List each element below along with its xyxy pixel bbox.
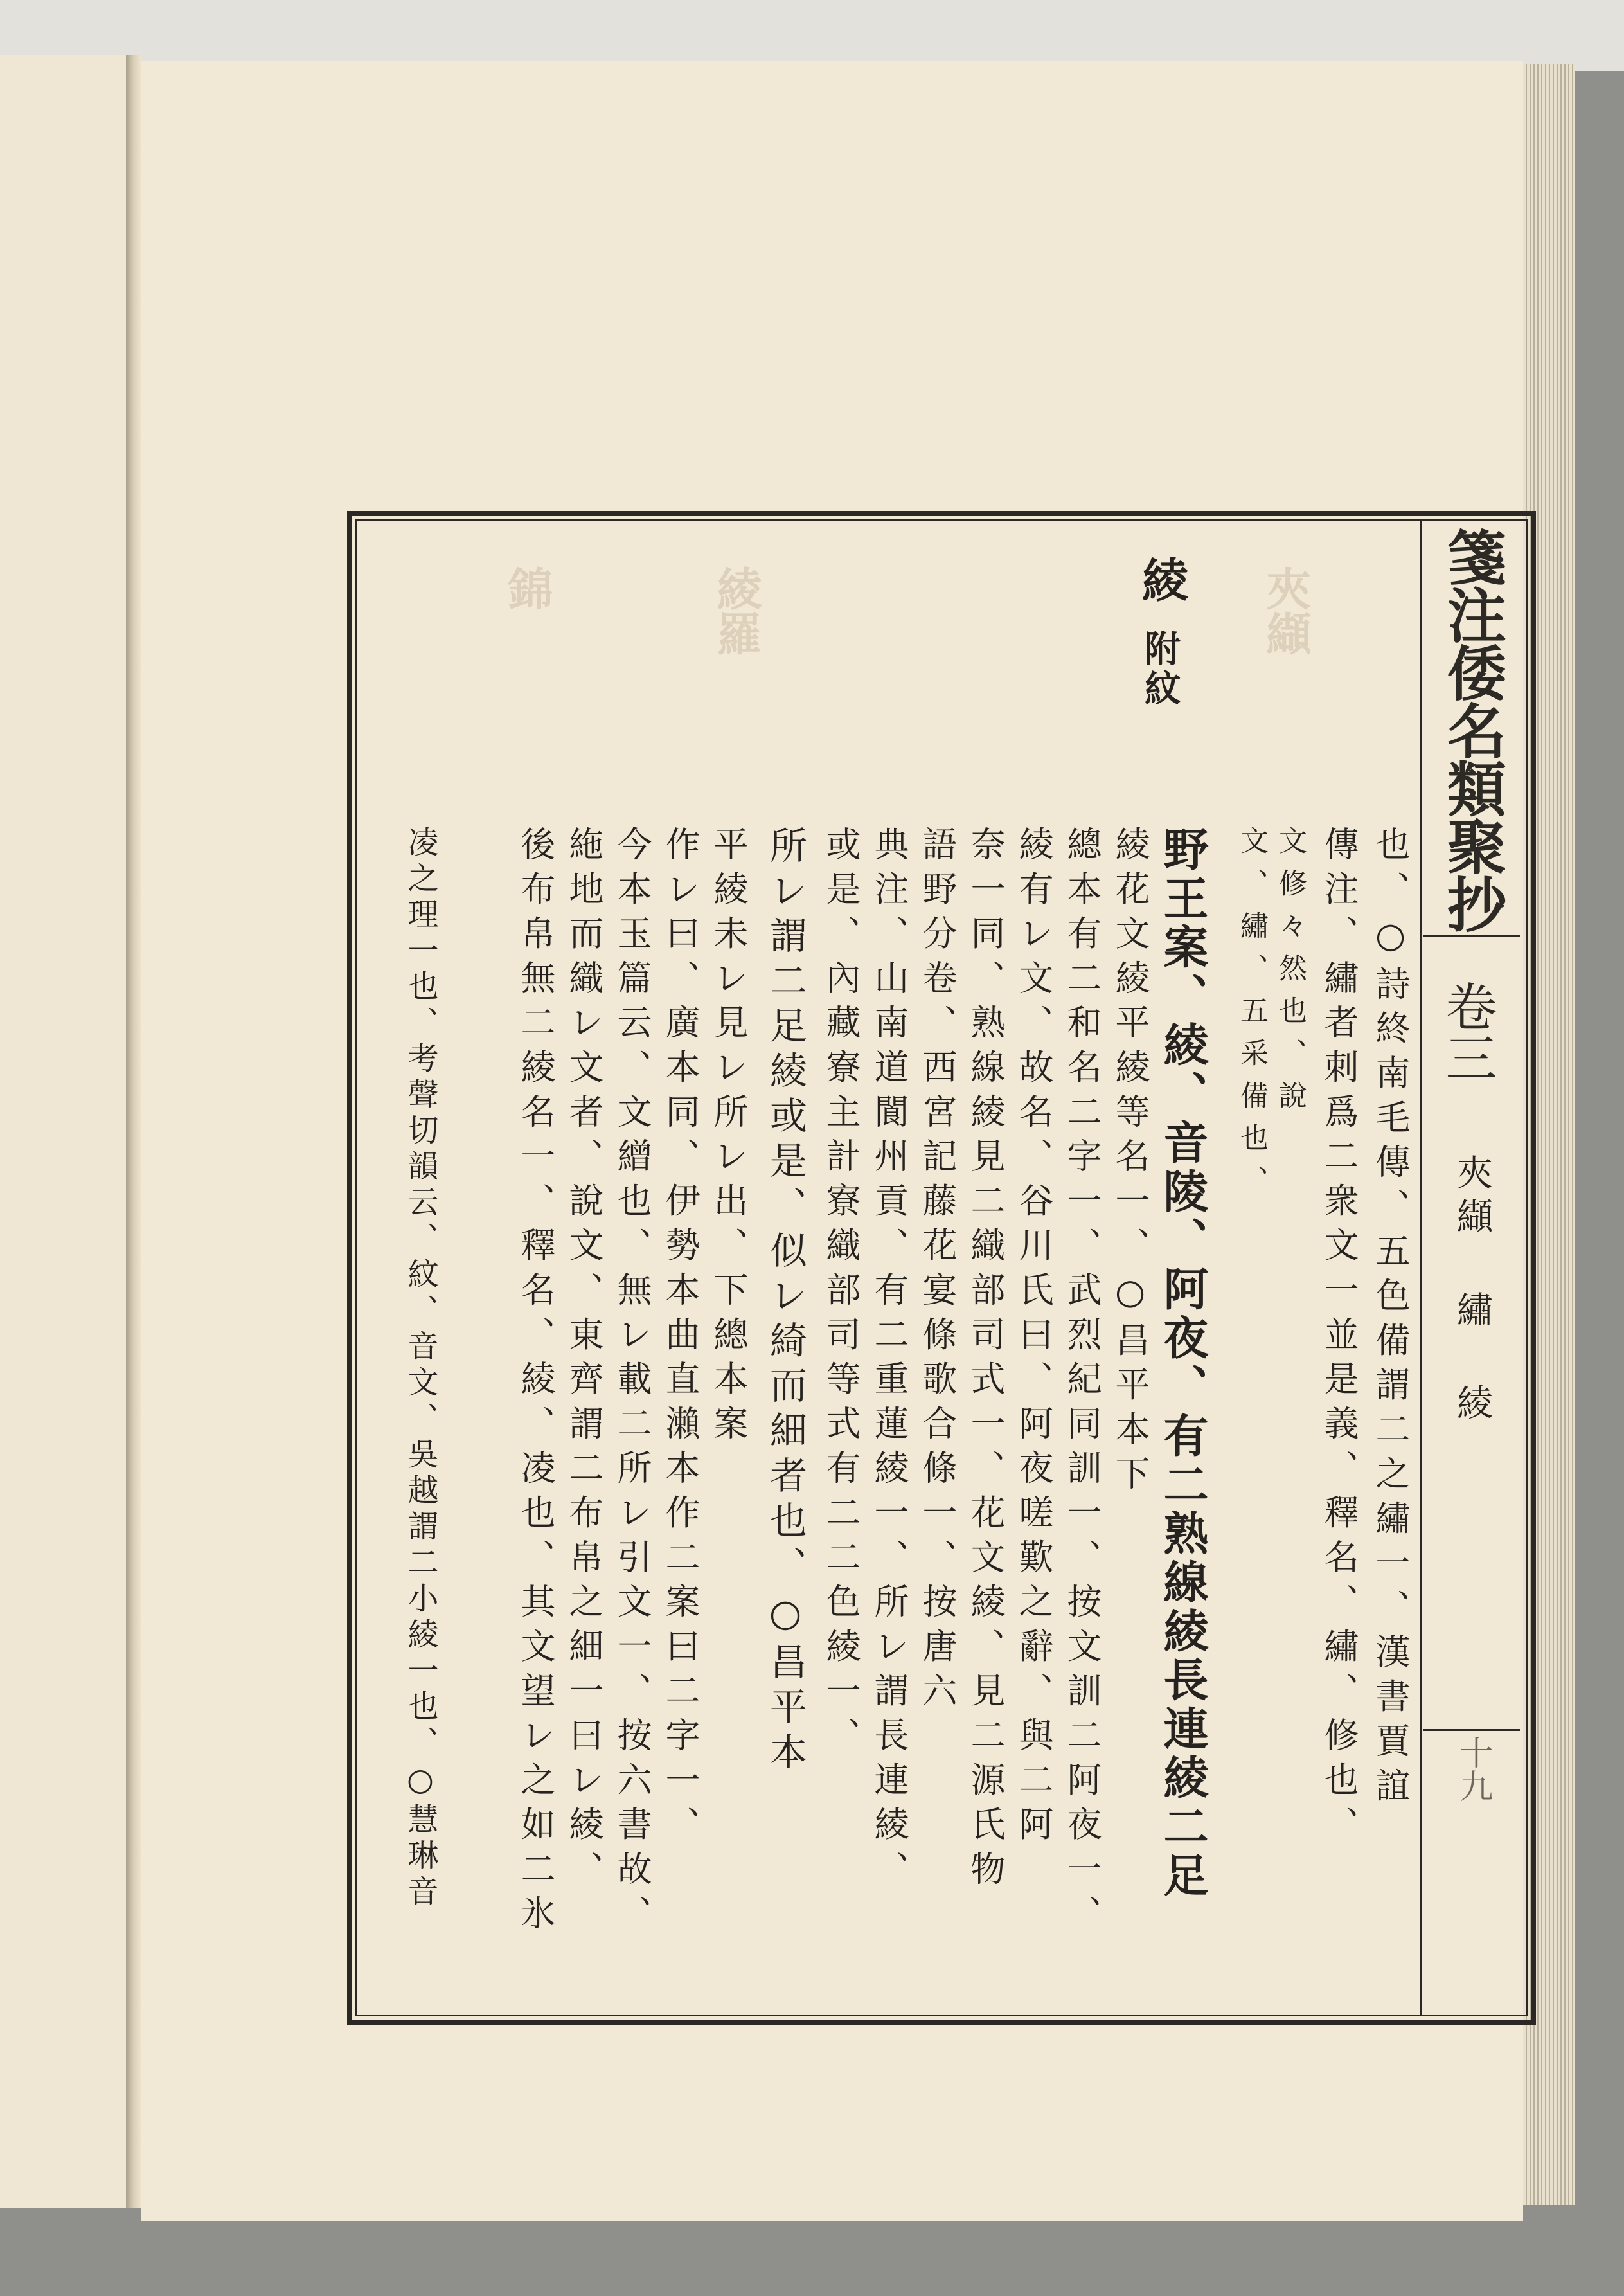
ghost-heading-right: 夾纈 [1259, 566, 1312, 656]
scan-background [0, 0, 1624, 71]
ghost-heading-mid: 綾羅 [709, 566, 763, 656]
margin-rule-upper [1423, 935, 1520, 937]
volume-label: 卷三 [1437, 980, 1497, 1083]
margin-divider [1420, 519, 1422, 2016]
section-label: 夾纈 繡 綾 [1451, 1154, 1493, 1428]
entry-heading: 綾 [1134, 556, 1189, 602]
text-column: 綾有レ文、故名、谷川氏曰、阿夜嗟歎之辭、與二阿 [1013, 826, 1054, 1851]
text-column: 典注、山南道閬州貢、有二重蓮綾一、所レ謂長連綾、 [869, 826, 909, 1896]
entry-subheading: 附紋 [1139, 630, 1181, 710]
text-column: 奈一同、熟線綾見二織部司式一、花文綾、見二源氏物 [965, 826, 1006, 1896]
text-column: 綾花文綾平綾等名一、○昌平本下 [1110, 826, 1150, 1500]
text-column: 作レ曰、廣本同、伊勢本曲直瀨本作二案曰二字一、 [660, 826, 700, 1851]
left-page [0, 55, 129, 2208]
text-column: 文、繡、五采備也、 [1235, 826, 1268, 1208]
book-title: 箋注倭名類聚抄 [1438, 527, 1507, 932]
text-column-lead: 凌之理一也、考聲切韻云、紋、音文、吳越謂二小綾一也、○慧琳音 [402, 826, 438, 1911]
page-number: 十九 [1454, 1735, 1492, 1802]
text-column: 今本玉篇云、文繒也、無レ載二所レ引文一、按六書故、 [612, 826, 652, 1940]
text-column: 平綾未レ見レ所レ出、下總本案 [708, 826, 749, 1450]
text-column: 後布帛無二綾名一、釋名、綾、凌也、其文望レ之如二氷 [515, 826, 556, 1940]
text-column: 傳注、繡者刺爲二衆文一並是義、釋名、繡、修也、 [1319, 826, 1359, 1851]
ghost-heading-left: 錦 [501, 566, 554, 611]
text-column-lead: 野王案、綾、音陵、阿夜、有二熟線綾長連綾二足 [1156, 826, 1209, 1901]
text-column: 或是、內藏寮主計寮織部司等式有二二色綾一、 [821, 826, 861, 1762]
text-column-lead: 所レ謂二足綾或是、似レ綺而細者也、○昌平本 [763, 826, 807, 1777]
book-gutter [126, 55, 141, 2208]
margin-rule-lower [1423, 1729, 1520, 1731]
text-column: 語野分卷、西宮記藤花宴條歌合條一、按唐六 [917, 826, 958, 1717]
text-column: 絁地而織レ文者、說文、東齊謂二布帛之細一曰レ綾、 [564, 826, 604, 1896]
text-column: 也、○詩終南毛傳、五色備謂二之繡一、漢書賈誼 [1370, 826, 1411, 1812]
text-column: 文修々然也、說 [1274, 826, 1307, 1123]
text-column: 總本有二和名二字一、武烈紀同訓一、按文訓二阿夜一、 [1062, 826, 1102, 1940]
